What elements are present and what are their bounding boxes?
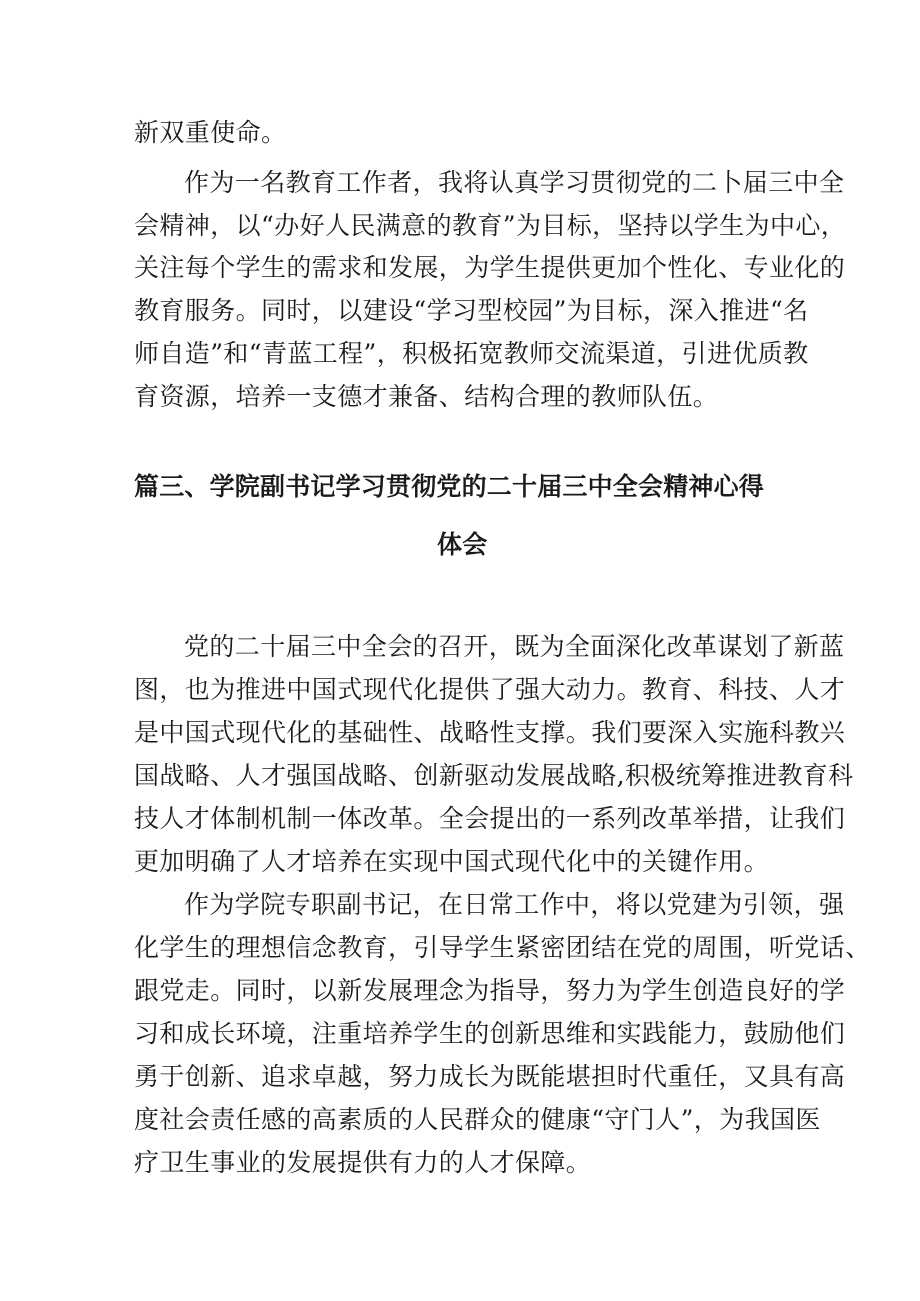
section-title: 篇三、学院副书记学习贯彻党的二十届三中全会精神心得 xyxy=(134,472,765,501)
para1-line: 育资源，培养一支德才兼备、结构合理的教师队伍。 xyxy=(134,382,719,411)
para3-line: 勇于创新、追求卓越，努力成长为既能堪担时代重任，又具有高 xyxy=(134,1062,846,1091)
para1-line: 关注每个学生的需求和发展，为学生提供更加个性化、专业化的 xyxy=(134,253,846,282)
intro-line: 新双重使命。 xyxy=(134,118,287,147)
para1-line: 师自造”和“青蓝工程”，积极拓宽教师交流渠道，引进优质教 xyxy=(134,339,809,368)
para2-line: 图，也为推进中国式现代化提供了强大动力。教育、科技、人才 xyxy=(134,675,846,704)
para2-line: 技人才体制机制一体改革。全会提出的一系列改革举措，让我们 xyxy=(134,804,846,833)
para3-line: 化学生的理想信念教育，引导学生紧密团结在党的周围，听党话、 xyxy=(134,933,871,962)
section-title-continued: 体会 xyxy=(437,530,488,559)
para1-line: 会精神，以“办好人民满意的教育”为目标，坚持以学生为中心， xyxy=(134,211,847,240)
para3-line: 度社会责任感的高素质的人民群众的健康“守门人”，为我国医 xyxy=(134,1105,821,1134)
para2-line: 党的二十届三中全会的召开，既为全面深化改革谋划了新蓝 xyxy=(184,632,845,661)
para3-line: 疗卫生事业的发展提供有力的人才保障。 xyxy=(134,1148,592,1177)
para3-line: 跟党走。同时，以新发展理念为指导，努力为学生创造良好的学 xyxy=(134,976,846,1005)
para3-line: 作为学院专职副书记，在日常工作中，将以党建为引领，强 xyxy=(184,890,845,919)
para1-line: 教育服务。同时，以建设“学习型校园”为目标，深入推进“名 xyxy=(134,296,809,325)
para2-line: 是中国式现代化的基础性、战略性支撑。我们要深入实施科教兴 xyxy=(134,718,846,747)
para2-line: 更加明确了人才培养在实现中国式现代化中的关键作用。 xyxy=(134,847,770,876)
para2-line: 国战略、人才强国战略、创新驱动发展战略,积极统筹推进教育科 xyxy=(134,761,854,790)
para3-line: 习和成长环境，注重培养学生的创新思维和实践能力，鼓励他们 xyxy=(134,1019,846,1048)
para1-line: 作为一名教育工作者，我将认真学习贯彻党的二卜届三中全 xyxy=(184,168,845,197)
